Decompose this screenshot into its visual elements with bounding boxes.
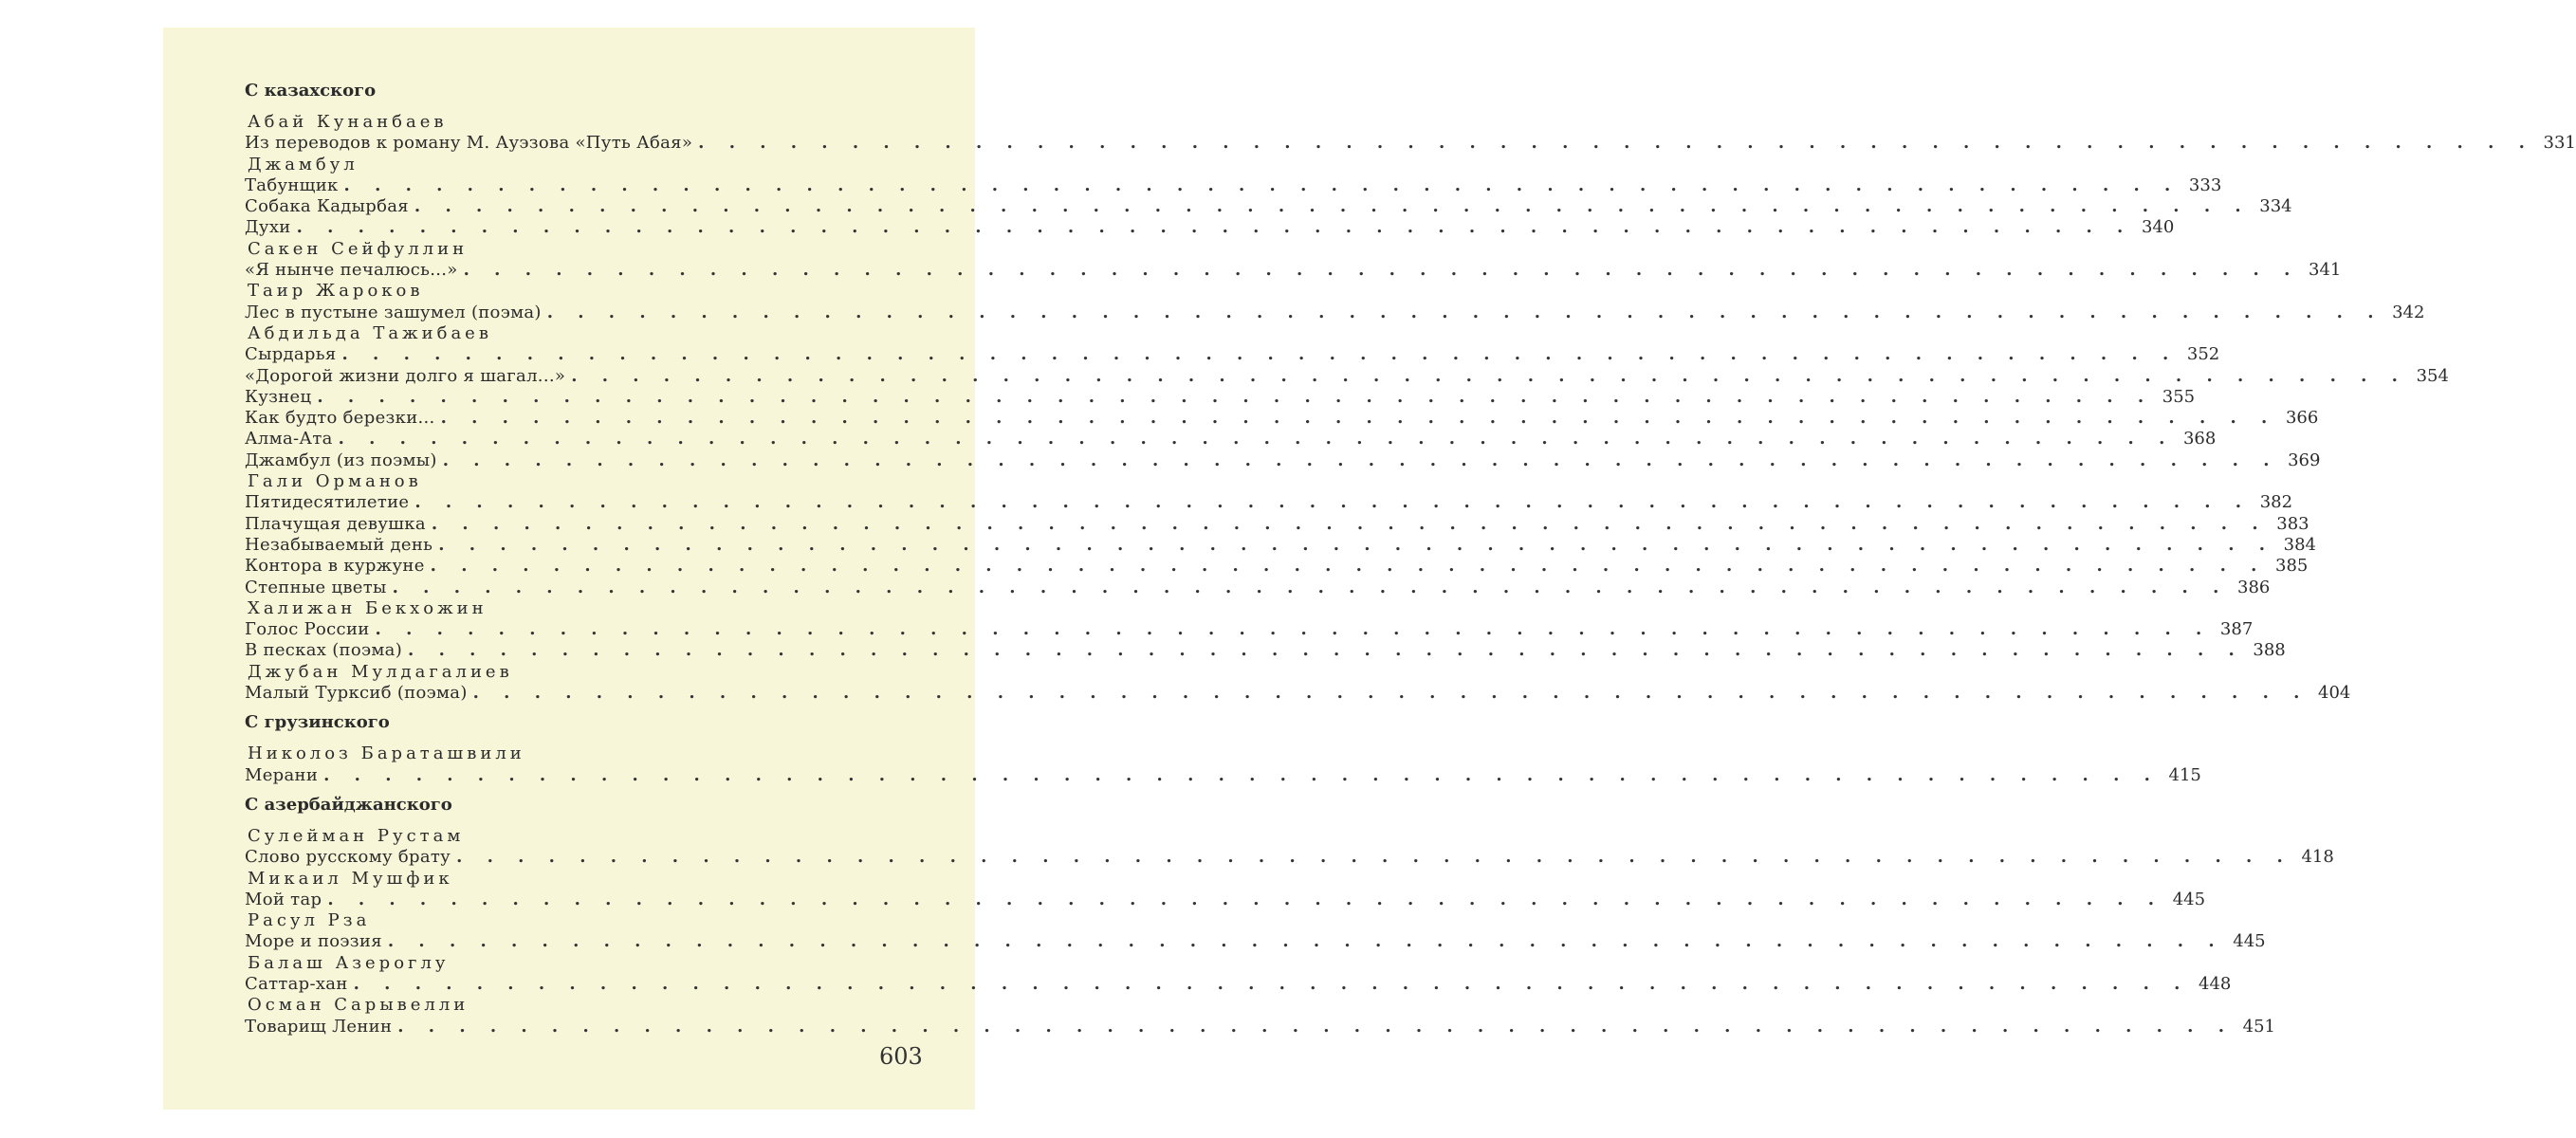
dot-leader: . . . . . . . . . . . . . . . . . . . . . . . . . . . . . . . . . . . . . . . . . . . . . . . . . . . . . . . . . . . . (456, 847, 2292, 868)
author-name: Гали Орманов (248, 471, 422, 492)
dot-leader: . . . . . . . . . . . . . . . . . . . . . . . . . . . . . . . . . . . . . . . . . . . . . . . . . . . . . . . . . . . . (392, 577, 2229, 597)
table-of-contents (245, 80, 2576, 1037)
page-number: 603 (879, 1043, 923, 1070)
page-ref: 415 (2168, 764, 2201, 785)
dot-leader: . . . . . . . . . . . . . . . . . . . . . . . . . . . . . . . . . . . . . . . . . . . . . . . . . . . . . . . . . . . . (408, 640, 2244, 661)
toc-entry (245, 260, 2342, 281)
work-title: Малый Турксиб (поэма) (245, 683, 468, 704)
page-ref: 384 (2283, 534, 2316, 555)
dot-leader: . . . . . . . . . . . . . . . . . . . . . . . . . . . . . . . . . . . . . . . . . . . . . . . . . . . . . . . . . . . . (387, 931, 2224, 952)
page-ref: 368 (2182, 429, 2217, 450)
page-ref: 388 (2253, 640, 2286, 661)
work-title: «Дорогой жизни долго я шагал...» (245, 365, 566, 386)
author-name: Таир Жароков (248, 281, 424, 302)
toc-entry (245, 513, 2309, 535)
dot-leader: . . . . . . . . . . . . . . . . . . . . . . . . . . . . . . . . . . . . . . . . . . . . . . . . . . . . . . . . . . . . (431, 513, 2268, 534)
page-ref: 451 (2242, 1016, 2275, 1037)
page-ref: 385 (2275, 556, 2309, 577)
dot-leader: . . . . . . . . . . . . . . . . . . . . . . . . . . . . . . . . . . . . . . . . . . . . . . . . . . . . . . . . . . . . (414, 492, 2252, 513)
page-ref: 418 (2301, 847, 2334, 868)
work-title: Плачущая девушка (245, 513, 426, 534)
dot-leader: . . . . . . . . . . . . . . . . . . . . . . . . . . . . . . . . . . . . . . . . . . . . . . . . . . . . . . . . . . . . (442, 450, 2279, 470)
page-ref: 334 (2259, 196, 2292, 217)
dot-leader: . . . . . . . . . . . . . . . . . . . . . . . . . . . . . . . . . . . . . . . . . . . . . . . . . . . . . . . . . . . . (438, 534, 2274, 555)
toc-entry (245, 408, 2319, 429)
toc-entry (245, 534, 2316, 556)
page-ref: 340 (2141, 217, 2175, 238)
author-name: Халижан Бекхожин (248, 597, 488, 618)
toc-entry (245, 365, 2449, 387)
toc-entry (245, 174, 2222, 196)
toc-entry (245, 133, 2576, 154)
page-ref: 341 (2309, 260, 2342, 281)
toc-entry (245, 386, 2196, 408)
dot-leader: . . . . . . . . . . . . . . . . . . . . . . . . . . . . . . . . . . . . . . . . . . . . . . . . . . . . . . . . . . . . (397, 1016, 2234, 1037)
work-title: Духи (245, 217, 291, 238)
dot-leader: . . . . . . . . . . . . . . . . . . . . . . . . . . . . . . . . . . . . . . . . . . . . . . . . . . . . . . . . . . . . (463, 260, 2300, 281)
work-title: Контора в куржуне (245, 556, 425, 577)
dot-leader: . . . . . . . . . . . . . . . . . . . . . . . . . . . . . . . . . . . . . . . . . . . . . . . . . . . . . . . . . . . . (353, 973, 2190, 994)
toc-section (245, 80, 2576, 704)
dot-leader: . . . . . . . . . . . . . . . . . . . . . . . . . . . . . . . . . . . . . . . . . . . . . . . . . . . . . . . . . . . . (317, 386, 2154, 407)
page-ref: 382 (2259, 492, 2293, 513)
dot-leader: . . . . . . . . . . . . . . . . . . . . . . . . . . . . . . . . . . . . . . . . . . . . . . . . . . . . . . . . . . . . (571, 365, 2407, 386)
dot-leader: . . . . . . . . . . . . . . . . . . . . . . . . . . . . . . . . . . . . . . . . . . . . . . . . . . . . . . . . . . . . (375, 619, 2212, 640)
author-name: Микаил Мушфик (248, 868, 453, 889)
work-title: Джамбул (из поэмы) (245, 450, 437, 470)
work-title: Алма-Ата (245, 429, 333, 450)
work-title: Табунщик (245, 174, 339, 195)
section-title: С азербайджанского (245, 794, 452, 815)
author-name: Джамбул (248, 154, 359, 174)
page-ref: 342 (2392, 302, 2425, 322)
work-title: Море и поэзия (245, 931, 382, 952)
toc-section (245, 794, 2334, 1037)
toc-entry (245, 847, 2334, 868)
toc-entry (245, 1016, 2275, 1037)
toc-entry (245, 556, 2309, 577)
page-ref: 404 (2318, 683, 2351, 704)
author-name: Джубан Мулдагалиев (248, 661, 513, 682)
page-ref: 386 (2237, 577, 2271, 597)
work-title: Степные цветы (245, 577, 387, 597)
author-name: Абай Кунанбаев (248, 112, 448, 132)
toc-entry (245, 429, 2217, 450)
section-title: С грузинского (245, 712, 390, 733)
work-title: В песках (поэма) (245, 640, 403, 661)
work-title: Из переводов к роману М. Ауэзова «Путь Абая» (245, 133, 693, 154)
dot-leader: . . . . . . . . . . . . . . . . . . . . . . . . . . . . . . . . . . . . . . . . . . . . . . . . . . . . . . . . . . . . (343, 174, 2180, 195)
toc-entry (245, 683, 2351, 704)
toc-entry (245, 217, 2175, 238)
toc-entry (245, 764, 2201, 786)
dot-leader: . . . . . . . . . . . . . . . . . . . . . . . . . . . . . . . . . . . . . . . . . . . . . . . . . . . . . . . . . . . . (414, 196, 2251, 217)
toc-entry (245, 640, 2286, 661)
work-title: Товарищ Ленин (245, 1016, 393, 1037)
dot-leader: . . . . . . . . . . . . . . . . . . . . . . . . . . . . . . . . . . . . . . . . . . . . . . . . . . . . . . . . . . . . (440, 408, 2277, 429)
work-title: Слово русскому брату (245, 847, 451, 868)
page-ref: 387 (2219, 619, 2254, 640)
toc-entry (245, 619, 2254, 640)
dot-leader: . . . . . . . . . . . . . . . . . . . . . . . . . . . . . . . . . . . . . . . . . . . . . . . . . . . . . . . . . . . . (327, 889, 2164, 909)
author-name: Сулейман Рустам (248, 825, 465, 846)
work-title: Незабываемый день (245, 534, 433, 555)
toc-section (245, 711, 2201, 786)
dot-leader: . . . . . . . . . . . . . . . . . . . . . . . . . . . . . . . . . . . . . . . . . . . . . . . . . . . . . . . . . . . . (698, 133, 2534, 154)
page-ref: 354 (2416, 365, 2449, 386)
author-name: Расул Рза (248, 910, 371, 931)
page-ref: 369 (2288, 450, 2321, 470)
dot-leader: . . . . . . . . . . . . . . . . . . . . . . . . . . . . . . . . . . . . . . . . . . . . . . . . . . . . . . . . . . . . (296, 217, 2133, 238)
section-title: С казахского (245, 81, 377, 101)
dot-leader: . . . . . . . . . . . . . . . . . . . . . . . . . . . . . . . . . . . . . . . . . . . . . . . . . . . . . . . . . . . . (323, 764, 2160, 785)
work-title: Саттар-хан (245, 973, 348, 994)
author-name: Абдильда Тажибаев (248, 322, 492, 343)
page-ref: 333 (2188, 174, 2222, 195)
toc-entry (245, 577, 2271, 598)
work-title: Собака Кадырбая (245, 196, 409, 217)
work-title: Мерани (245, 764, 319, 785)
page-ref: 355 (2162, 386, 2196, 407)
work-title: Кузнец (245, 386, 312, 407)
work-title: Как будто березки... (245, 408, 435, 429)
work-title: Пятидесятилетие (245, 492, 410, 513)
page-ref: 383 (2276, 513, 2309, 534)
author-name: Сакен Сейфуллин (248, 238, 469, 259)
toc-entry (245, 344, 2220, 365)
work-title: Лес в пустыне зашумел (поэма) (245, 302, 542, 322)
page-ref: 448 (2199, 973, 2232, 994)
dot-leader: . . . . . . . . . . . . . . . . . . . . . . . . . . . . . . . . . . . . . . . . . . . . . . . . . . . . . . . . . . . . (472, 683, 2309, 704)
toc-entry (245, 196, 2292, 217)
dot-leader: . . . . . . . . . . . . . . . . . . . . . . . . . . . . . . . . . . . . . . . . . . . . . . . . . . . . . . . . . . . . (338, 429, 2175, 450)
author-name: Осман Сарывелли (248, 995, 469, 1016)
page-ref: 445 (2172, 889, 2206, 909)
toc-entry (245, 450, 2321, 471)
toc-entry (245, 889, 2206, 910)
toc-entry (245, 302, 2425, 323)
work-title: Голос России (245, 619, 370, 640)
page-ref: 331 (2543, 133, 2576, 154)
dot-leader: . . . . . . . . . . . . . . . . . . . . . . . . . . . . . . . . . . . . . . . . . . . . . . . . . . . . . . . . . . . . (430, 556, 2267, 577)
page-ref: 445 (2233, 931, 2266, 952)
author-name: Балаш Азероглу (248, 952, 450, 973)
dot-leader: . . . . . . . . . . . . . . . . . . . . . . . . . . . . . . . . . . . . . . . . . . . . . . . . . . . . . . . . . . . . (341, 344, 2179, 365)
dot-leader: . . . . . . . . . . . . . . . . . . . . . . . . . . . . . . . . . . . . . . . . . . . . . . . . . . . . . . . . . . . . (546, 302, 2383, 322)
author-name: Николоз Бараташвили (248, 743, 525, 764)
page-ref: 352 (2186, 344, 2220, 365)
page-ref: 366 (2285, 408, 2319, 429)
work-title: «Я нынче печалюсь...» (245, 260, 458, 281)
toc-entry (245, 973, 2232, 995)
work-title: Сырдарья (245, 344, 337, 365)
toc-entry (245, 931, 2266, 952)
work-title: Мой тар (245, 889, 322, 909)
toc-entry (245, 492, 2293, 513)
